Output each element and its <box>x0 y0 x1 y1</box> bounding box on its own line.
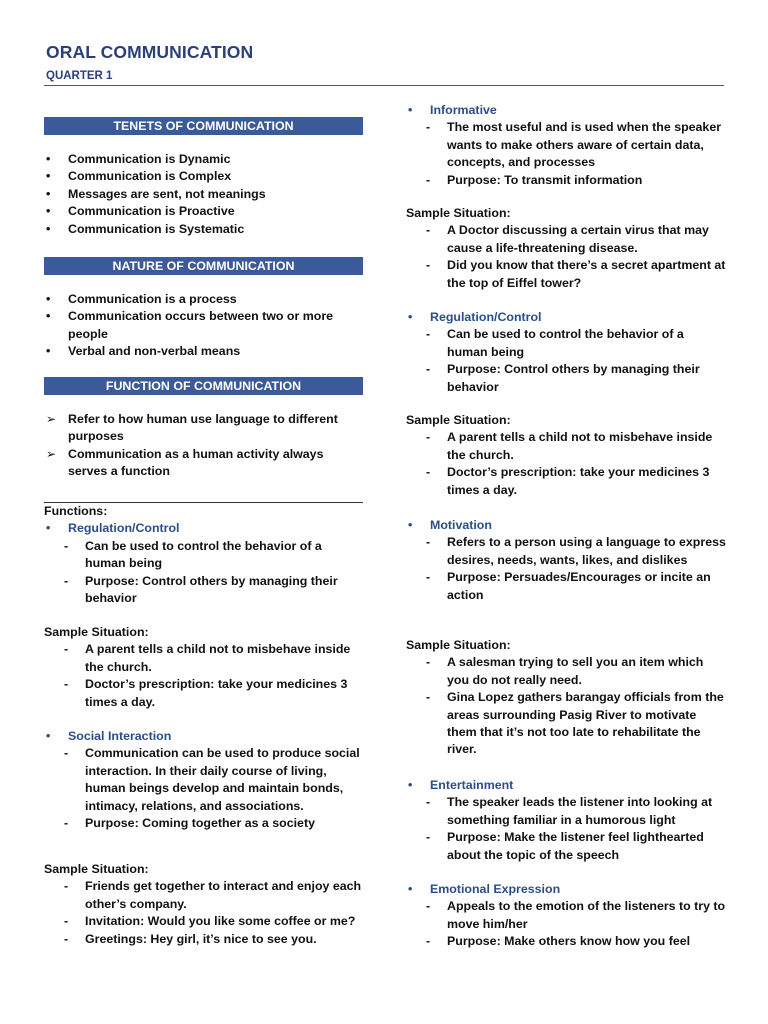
list-item: - Greetings: Hey girl, it’s nice to see you. <box>62 931 364 948</box>
list-item: - A salesman trying to sell you an item which you do not really need. <box>424 654 726 689</box>
informative-block <box>406 102 726 189</box>
informative-sample-block <box>406 205 726 292</box>
regulation-points <box>424 326 726 396</box>
list-item: - Can be used to control the behavior of a human being <box>424 326 726 361</box>
sample-label: Sample Situation: <box>44 625 149 639</box>
regulation-samples <box>62 641 364 711</box>
regulation-sample-block-right <box>406 412 726 499</box>
list-item: - Purpose: Control others by managing their behavior <box>424 361 726 396</box>
list-item: - Purpose: Make the listener feel lighthearted about the topic of the speech <box>424 829 726 864</box>
sample-label: Sample Situation: <box>406 638 511 652</box>
list-item: • Communication occurs between two or more people <box>44 308 364 343</box>
motivation-heading: • Motivation <box>406 517 726 534</box>
informative-samples <box>424 222 726 292</box>
list-item: • Communication is Proactive <box>44 203 364 220</box>
page-title: ORAL COMMUNICATION <box>46 42 254 62</box>
list-item: - Can be used to control the behavior of a human being <box>62 538 364 573</box>
list-item: ➢ Refer to how human use language to different purposes <box>44 411 364 446</box>
list-item: • Messages are sent, not meanings <box>44 186 364 203</box>
list-item: - A parent tells a child not to misbehave inside the church. <box>62 641 364 676</box>
list-item: - The speaker leads the listener into looking at something familiar in a humorous light <box>424 794 726 829</box>
entertainment-points <box>424 794 726 864</box>
emotional-block <box>406 881 726 951</box>
list-item: • Communication is a process <box>44 291 364 308</box>
motivation-points <box>424 534 726 604</box>
nature-list-block <box>44 291 364 361</box>
header-divider <box>44 85 724 86</box>
list-item: • Verbal and non-verbal means <box>44 343 364 360</box>
list-item: - Doctor’s prescription: take your medicines 3 times a day. <box>62 676 364 711</box>
regulation-samples <box>424 429 726 499</box>
sample-label: Sample Situation: <box>406 413 511 427</box>
list-item: - A Doctor discussing a certain virus that may cause a life-threatening disease. <box>424 222 726 257</box>
tenets-list <box>44 151 364 238</box>
nature-list <box>44 291 364 361</box>
tenets-heading: TENETS OF COMMUNICATION <box>44 117 363 135</box>
nature-heading: NATURE OF COMMUNICATION <box>44 257 363 275</box>
entertainment-heading: • Entertainment <box>406 777 726 794</box>
motivation-samples <box>424 654 726 758</box>
informative-heading: • Informative <box>406 102 726 119</box>
list-item: • Communication is Systematic <box>44 221 364 238</box>
social-sample-block <box>44 861 364 948</box>
social-heading: • Social Interaction <box>44 728 364 745</box>
sample-label: Sample Situation: <box>406 206 511 220</box>
emotional-heading: • Emotional Expression <box>406 881 726 898</box>
list-item: - Friends get together to interact and enjoy each other’s company. <box>62 878 364 913</box>
list-item: - Invitation: Would you like some coffee or me? <box>62 913 364 930</box>
list-item: - Purpose: Persuades/Encourages or incite an action <box>424 569 726 604</box>
informative-points <box>424 119 726 189</box>
social-samples <box>62 878 364 948</box>
list-item: • Communication is Dynamic <box>44 151 364 168</box>
social-block <box>44 728 364 832</box>
list-item: - Purpose: To transmit information <box>424 172 726 189</box>
tenets-list-block <box>44 151 364 238</box>
function-list <box>44 411 364 481</box>
list-item: - Doctor’s prescription: take your medicines 3 times a day. <box>424 464 726 499</box>
regulation-block-right <box>406 309 726 396</box>
list-item: - Purpose: Make others know how you feel <box>424 933 726 950</box>
regulation-heading: • Regulation/Control <box>44 520 364 537</box>
regulation-heading: • Regulation/Control <box>406 309 726 326</box>
list-item: - Gina Lopez gathers barangay officials from the areas surrounding Pasig River to motivate them that it’s not too late to rehabilitate the river. <box>424 689 726 759</box>
motivation-block <box>406 517 726 604</box>
entertainment-block <box>406 777 726 864</box>
list-item: - Did you know that there’s a secret apartment at the top of Eiffel tower? <box>424 257 726 292</box>
list-item: - Communication can be used to produce social interaction. In their daily course of living, human beings develop and maintain bonds, intimacy, relations, and associations. <box>62 745 364 815</box>
social-points <box>62 745 364 832</box>
page-subtitle: QUARTER 1 <box>46 70 113 82</box>
list-item: - Appeals to the emotion of the listeners to try to move him/her <box>424 898 726 933</box>
list-item: ➢ Communication as a human activity always serves a function <box>44 446 364 481</box>
functions-block <box>44 503 364 607</box>
list-item: • Communication is Complex <box>44 168 364 185</box>
function-heading: FUNCTION OF COMMUNICATION <box>44 377 363 395</box>
list-item: - A parent tells a child not to misbehave inside the church. <box>424 429 726 464</box>
list-item: - Purpose: Coming together as a society <box>62 815 364 832</box>
motivation-sample-block <box>406 637 726 759</box>
emotional-points <box>424 898 726 950</box>
functions-label: Functions: <box>44 504 108 518</box>
sample-label: Sample Situation: <box>44 862 149 876</box>
regulation-sample-block <box>44 624 364 711</box>
list-item: - The most useful and is used when the speaker wants to make others aware of certain data, concepts, and processes <box>424 119 726 171</box>
function-list-block <box>44 411 364 481</box>
regulation-points <box>62 538 364 608</box>
list-item: - Purpose: Control others by managing their behavior <box>62 573 364 608</box>
list-item: - Refers to a person using a language to express desires, needs, wants, likes, and dislikes <box>424 534 726 569</box>
